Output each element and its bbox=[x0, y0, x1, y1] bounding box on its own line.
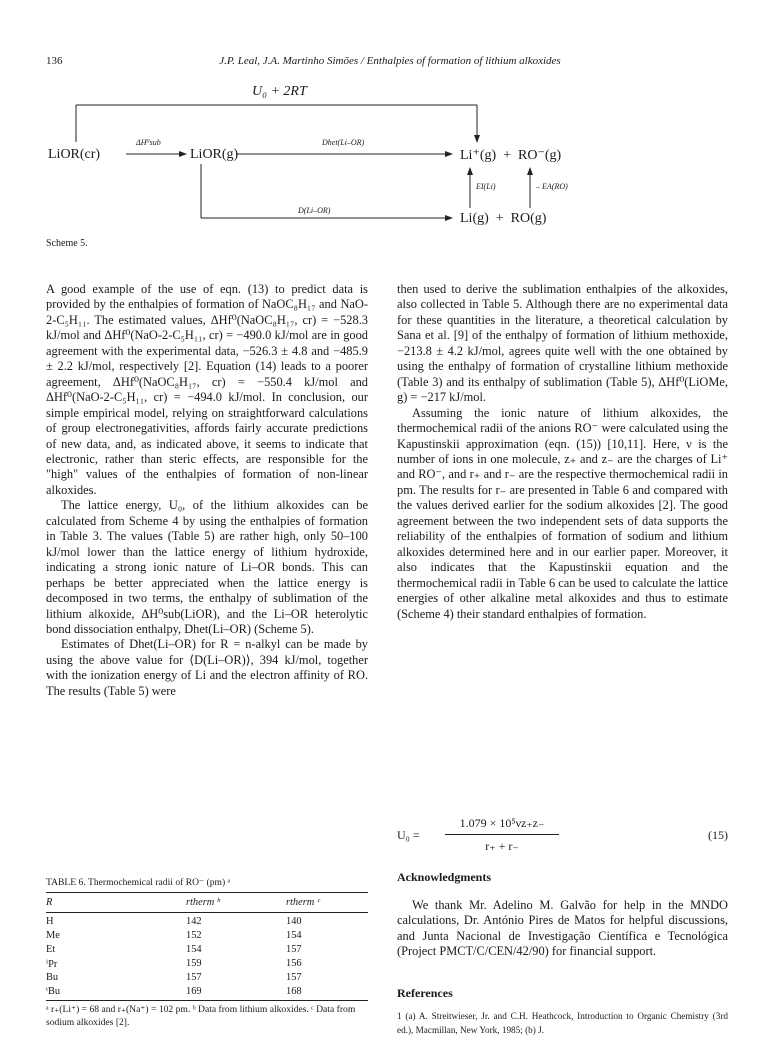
table-rule bbox=[46, 912, 368, 913]
electron-affinity-label: – EA(RO) bbox=[536, 182, 568, 191]
equation-lhs: U₀ = bbox=[397, 828, 420, 842]
lior-crystal: LiOR(cr) bbox=[48, 147, 101, 162]
scheme-5 bbox=[40, 80, 740, 270]
acknowledgments-heading: Acknowledgments bbox=[397, 870, 492, 884]
table-row: Et 154 157 bbox=[46, 944, 302, 955]
running-head bbox=[46, 55, 734, 71]
paragraph: Estimates of Dhet(Li–OR) for R = n-alkyl can be made by using the above value for ⟨D(Li–OR)⟩, 394 kJ/mol, together with the ionization energy of Li and the electron affinity of RO. The results (Table 5) were bbox=[46, 637, 368, 698]
homolytic-label: D(Li–OR) bbox=[298, 206, 331, 215]
page-number: 136 bbox=[46, 55, 63, 67]
paragraph: then used to derive the sublimation enthalpies of the alkoxides, also collected in Table 5. Although there are no experimental data for these quantities in the literature, a theoretical calculation by Sana et al. [9] of the enthalpy of formation of lithium methoxide, −213.8 ± 4.2 kJ/mol, agrees quite well with the one obtained by using the enthalpy of formation of crystalline lithium methoxide (Table 3) and its enthalpy of sublimation (Table 5), ΔHf⁰(LiOMe, g) = −217 kJ/mol. bbox=[397, 282, 728, 405]
header-r: R bbox=[46, 897, 53, 908]
table-row: ᵗBu 169 168 bbox=[46, 986, 302, 997]
right-column bbox=[397, 282, 728, 622]
left-column bbox=[46, 282, 368, 699]
ionization-energy-label: EI(Li) bbox=[476, 182, 496, 191]
references-heading: References bbox=[397, 986, 453, 1000]
reference-item: 1 (a) A. Streitwieser, Jr. and C.H. Heathcock, Introduction to Organic Chemistry (3rd ed.), Macmillan, New York, 1985; (b) J. bbox=[397, 1011, 728, 1035]
table-header bbox=[46, 897, 368, 909]
table-rule bbox=[46, 1000, 368, 1001]
table-rule bbox=[46, 892, 368, 893]
table-caption: TABLE 6. Thermochemical radii of RO⁻ (pm) ᵃ bbox=[46, 877, 231, 888]
lattice-energy-label: U₀ + 2RT bbox=[252, 84, 307, 99]
acknowledgments-text: We thank Mr. Adelino M. Galvão for help in the MNDO calculations, Dr. António Pires de Matos for helpful discussions, and Junta Nacional de Investigação Científica e Tecnológica (Project PMCT/C/CEN/42/90) for financial support. bbox=[397, 898, 728, 959]
table-row: Me 152 154 bbox=[46, 930, 302, 941]
neutrals-product: Li(g) + RO(g) bbox=[460, 211, 547, 226]
table-footnote: ᵃ r₊(Li⁺) = 68 and r₊(Na⁺) = 102 pm. ᵇ Data from lithium alkoxides. ᶜ Data from sodium alkoxides [2]. bbox=[46, 1004, 356, 1028]
paragraph: A good example of the use of eqn. (13) to predict data is provided by the enthalpies of formation of NaOC₈H₁₇ and NaO-2-C₅H₁₁. The estimated values, ΔHf⁰(NaOC₈H₁₇, cr) = −528.3 kJ/mol and ΔHf⁰(NaO-2-C₅H₁₁, cr) = −490.0 kJ/mol are in good agreement with the experimental data, −526.3 ± 4.8 and −485.9 ± 2.2 kJ/mol, respectively [2]. Equation (14) leads to a poorer agreement, ΔHf⁰(NaOC₈H₁₇, cr) = −550.4 kJ/mol and ΔHf⁰(NaO-2-C₅H₁₁, cr) = −494.0 kJ/mol. In conclusion, our simple empirical model, relying on straightforward calculations of group electronegativities, affords fairly accurate predictions of new data, and, as indicated above, it seems to indicate that electronic, rather than steric effects, are responsible for the "high" values of the enthalpies of formation of non-linear alkoxides. bbox=[46, 282, 368, 497]
table-row: H 142 140 bbox=[46, 916, 302, 927]
sublimation-label: ΔH⁰sub bbox=[136, 138, 161, 147]
table-row: Bu 157 157 bbox=[46, 972, 302, 983]
header-lithium: rtherm ᵇ bbox=[186, 897, 220, 908]
equation-numerator: 1.079 × 10⁵νz₊z₋ bbox=[459, 816, 545, 830]
table-row: ⁱPr 159 156 bbox=[46, 958, 302, 970]
header-sodium: rtherm ᶜ bbox=[286, 897, 320, 908]
heterolytic-label: Dhet(Li–OR) bbox=[322, 138, 365, 147]
ions-product: Li⁺(g) + RO⁻(g) bbox=[460, 148, 562, 163]
equation-denominator: r₊ + r₋ bbox=[485, 839, 519, 853]
equation-15 bbox=[397, 816, 728, 856]
paragraph: Assuming the ionic nature of lithium alkoxides, the thermochemical radii of the anions RO⁻ were calculated using the Kapustinskii approximation (eqn. (15)) [10,11]. Here, ν is the number of ions in one molecule, z₊ and z₋ are the charges of Li⁺ and RO⁻, and r₊ and r₋ are the respective thermochemical radii in pm. The results for r₋ are presented in Table 6 and compared with the values derived earlier for the sodium alkoxides [2]. The good agreement between the two independent sets of data supports the reliability of the enthalpies of formation of sodium and lithium alkoxides determined here and in our earlier paper. Moreover, it also indicates that the Kapustinskii equation and the thermochemical radii in Table 6 can be used to calculate the lattice energies of other alkaline metal alkoxides and thus to estimate (Scheme 4) their standard enthalpies of formation. bbox=[397, 405, 728, 621]
running-title: J.P. Leal, J.A. Martinho Simões / Enthalpies of formation of lithium alkoxides bbox=[219, 55, 561, 67]
paragraph: The lattice energy, U₀, of the lithium alkoxides can be calculated from Scheme 4 by using the enthalpies of formation in Table 3. The values (Table 5) are rather high, only 50–100 kJ/mol lower than the lattice energy of lithium hydroxide, indicating a strong ionic nature of Li–OR bonds. This can perhaps be better appreciated when the lattice energy is decomposed in two terms, the enthalpy of sublimation of the lithium alkoxide, ΔH⁰sub(LiOR), and the Li–OR heterolytic bond dissociation enthalpy, Dhet(Li–OR) (Scheme 5). bbox=[46, 498, 368, 636]
lior-gas: LiOR(g) bbox=[190, 147, 239, 162]
fraction-bar bbox=[445, 834, 559, 835]
scheme-caption: Scheme 5. bbox=[46, 238, 88, 249]
equation-number: (15) bbox=[708, 828, 728, 842]
scheme-arrows bbox=[40, 80, 740, 270]
